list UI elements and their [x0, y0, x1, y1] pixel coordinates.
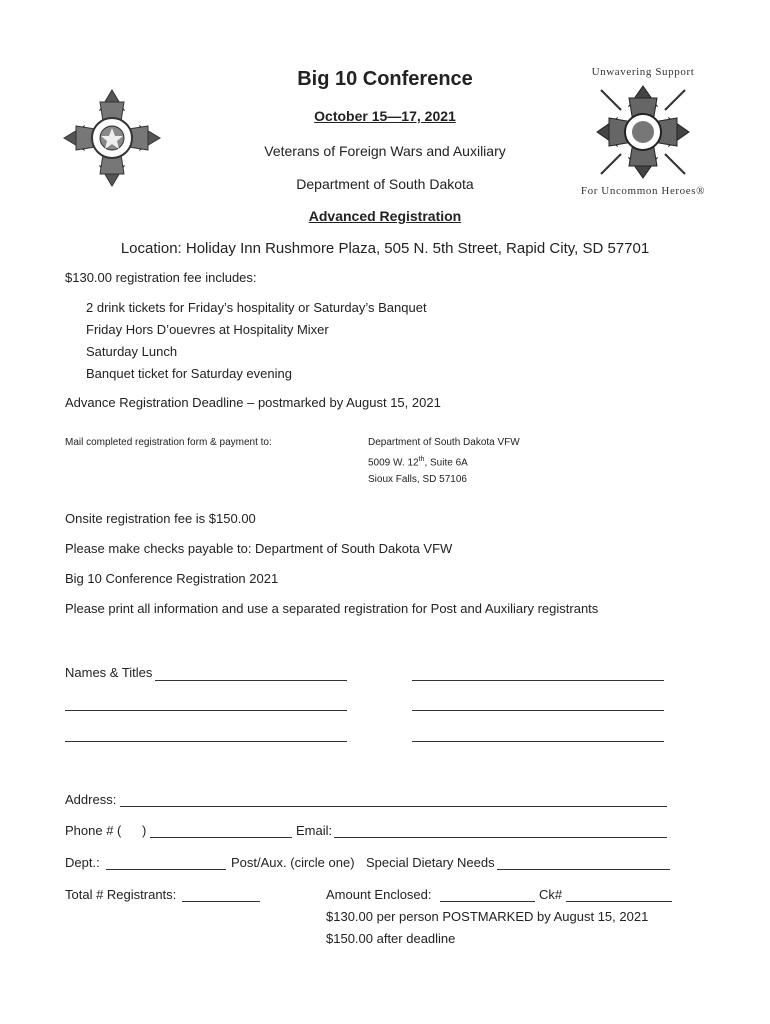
- address-label: Address:: [65, 792, 117, 807]
- total-registrants-label: Total # Registrants:: [65, 887, 177, 902]
- fee-item: Friday Hors D’ouevres at Hospitality Mixer: [86, 322, 329, 337]
- names-field-6[interactable]: [412, 741, 664, 742]
- onsite-fee: Onsite registration fee is $150.00: [65, 511, 256, 526]
- dietary-label: Special Dietary Needs: [366, 855, 495, 870]
- names-field-5[interactable]: [65, 741, 347, 742]
- names-titles-label: Names & Titles: [65, 665, 153, 680]
- names-field-1[interactable]: [155, 680, 347, 681]
- registration-name: Big 10 Conference Registration 2021: [65, 571, 279, 586]
- names-field-4[interactable]: [412, 710, 664, 711]
- conference-dates: October 15—17, 2021: [314, 108, 456, 124]
- phone-field[interactable]: [150, 837, 292, 838]
- registration-deadline: Advance Registration Deadline – postmarked by August 15, 2021: [65, 395, 441, 410]
- unwavering-support-logo: [578, 66, 708, 201]
- vfw-emblem-logo: [62, 88, 162, 188]
- mail-label: Mail completed registration form & payment to:: [65, 437, 272, 448]
- checks-payable: Please make checks payable to: Department of South Dakota VFW: [65, 541, 453, 556]
- organization-name: Veterans of Foreign Wars and Auxiliary: [264, 143, 506, 159]
- check-number-field[interactable]: [566, 901, 672, 902]
- check-number-label: Ck#: [539, 887, 563, 902]
- names-field-3[interactable]: [65, 710, 347, 711]
- form-title: Advanced Registration: [308, 208, 462, 224]
- vfw-cross-icon: [593, 82, 693, 182]
- dietary-field[interactable]: [497, 869, 670, 870]
- price-note-after-deadline: $150.00 after deadline: [326, 931, 456, 946]
- amount-enclosed-label: Amount Enclosed:: [326, 887, 432, 902]
- fee-item: 2 drink tickets for Friday’s hospitality or Saturday’s Banquet: [86, 300, 427, 315]
- amount-enclosed-field[interactable]: [440, 901, 535, 902]
- phone-close-paren: ): [142, 823, 147, 838]
- page-title: Big 10 Conference: [297, 68, 473, 90]
- mail-address-line3: Sioux Falls, SD 57106: [368, 474, 467, 485]
- mail-address-line2: 5009 W. 12th, Suite 6A: [368, 456, 468, 469]
- address-field[interactable]: [120, 806, 667, 807]
- dept-label: Dept.:: [65, 855, 100, 870]
- fee-item: Saturday Lunch: [86, 344, 178, 359]
- event-location: Location: Holiday Inn Rushmore Plaza, 505 N. 5th Street, Rapid City, SD 57701: [120, 240, 650, 257]
- logo-tagline-top: Unwavering Support: [591, 66, 695, 78]
- mail-address-line1: Department of South Dakota VFW: [368, 437, 520, 448]
- email-field[interactable]: [334, 837, 667, 838]
- post-aux-option[interactable]: Post/Aux. (circle one): [231, 855, 355, 870]
- department-name: Department of South Dakota: [296, 176, 474, 192]
- total-registrants-field[interactable]: [182, 901, 260, 902]
- logo-tagline-bottom: For Uncommon Heroes®: [580, 185, 706, 197]
- fee-intro: $130.00 registration fee includes:: [65, 270, 257, 285]
- dept-field[interactable]: [106, 869, 226, 870]
- names-field-2[interactable]: [412, 680, 664, 681]
- fee-item: Banquet ticket for Saturday evening: [86, 366, 292, 381]
- price-note-postmarked: $130.00 per person POSTMARKED by August 15, 2021: [326, 909, 649, 924]
- print-instructions: Please print all information and use a separated registration for Post and Auxiliary registrants: [65, 601, 599, 616]
- email-label: Email:: [296, 823, 333, 838]
- phone-label: Phone # (: [65, 823, 122, 838]
